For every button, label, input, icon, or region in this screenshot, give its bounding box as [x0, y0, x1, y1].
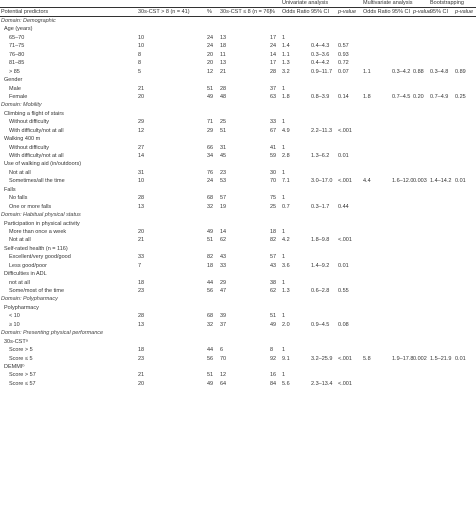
count-gt8: 12 — [138, 127, 145, 134]
pct-gt8: 66 — [207, 144, 214, 151]
table-row — [0, 85, 476, 93]
table-row — [0, 380, 476, 388]
ci-uni: 3.2–25.9 — [311, 355, 333, 362]
count-gt8: 31 — [138, 169, 145, 176]
row-label: > 85 — [9, 68, 20, 75]
count-gt8: 23 — [138, 288, 145, 294]
odds-ratio-multi: 1.8 — [363, 93, 371, 100]
count-le8: 57 — [220, 195, 227, 202]
odds-ratio-uni: 5.6 — [282, 380, 290, 387]
odds-ratio-uni: 1.1 — [282, 51, 290, 58]
odds-ratio-uni: 3.2 — [282, 68, 290, 75]
table-row — [0, 144, 476, 152]
row-label: No falls — [9, 195, 28, 202]
odds-ratio-uni: 1 — [282, 313, 286, 320]
odds-ratio-uni: 1.3 — [282, 60, 290, 67]
odds-ratio-uni: 4.2 — [282, 237, 290, 244]
col-le8: 30s-CST ≤ 8 (n = 76) — [220, 9, 272, 15]
pct-gt8: 51 — [207, 372, 214, 379]
odds-ratio-uni: 1 — [282, 195, 286, 202]
variable-row — [0, 25, 476, 33]
row-label: Without difficulty — [9, 144, 49, 151]
table-body — [0, 17, 476, 388]
row-label: Age (years) — [4, 26, 33, 33]
count-gt8: 13 — [138, 203, 145, 210]
row-label: 65–70 — [9, 34, 25, 41]
table-row — [0, 203, 476, 211]
pct-gt8: 71 — [207, 119, 214, 126]
p-uni: 0.93 — [338, 51, 349, 58]
odds-ratio-multi: 1.1 — [363, 68, 371, 75]
odds-ratio-uni: 1 — [282, 228, 286, 235]
count-gt8: 10 — [138, 178, 145, 185]
section-row — [0, 101, 476, 109]
ci-uni: 1.3–6.2 — [311, 153, 330, 159]
table-row — [0, 169, 476, 177]
header-column-row — [0, 7, 476, 17]
ci-multi: 1.9–17.8 — [392, 355, 414, 362]
row-label: Score ≤ 5 — [9, 355, 33, 362]
row-label: 30s-CSTᵃ — [4, 338, 28, 345]
count-le8: 19 — [220, 203, 227, 210]
count-le8: 51 — [220, 127, 227, 134]
table-row — [0, 51, 476, 59]
pct-gt8: 44 — [207, 347, 214, 354]
section-row — [0, 329, 476, 337]
pct-le8: 14 — [270, 51, 277, 58]
row-label: Score > 5 — [9, 347, 33, 354]
p-uni: <.001 — [338, 355, 352, 362]
p-boot: 0.89 — [455, 68, 466, 75]
p-uni: 0.55 — [338, 288, 349, 294]
odds-ratio-uni: 3.6 — [282, 262, 290, 269]
ci-uni: 0.3–3.6 — [311, 51, 330, 58]
table-row — [0, 312, 476, 320]
count-le8: 13 — [220, 34, 227, 41]
odds-ratio-uni: 1 — [282, 279, 286, 286]
row-label: Falls — [4, 186, 16, 193]
row-label: Walking 400 m — [4, 136, 41, 143]
ci-boot: 0.3–4.8 — [430, 68, 449, 75]
pct-gt8: 12 — [207, 68, 214, 75]
odds-ratio-multi: 4.4 — [363, 178, 371, 185]
table-row — [0, 93, 476, 101]
pct-gt8: 29 — [207, 127, 214, 134]
section-row — [0, 17, 476, 25]
row-label: Gender — [4, 77, 23, 84]
p-uni: 0.57 — [338, 43, 349, 50]
col-or2: Odds Ratio — [363, 9, 391, 15]
odds-ratio-uni: 1 — [282, 169, 286, 176]
pct-gt8: 68 — [207, 313, 214, 320]
univariate-header: Univariate analysis — [282, 0, 329, 6]
p-multi: 0.003 — [413, 178, 427, 185]
row-label: Male — [9, 85, 21, 92]
table-row — [0, 42, 476, 50]
pct-gt8: 49 — [207, 380, 214, 387]
odds-ratio-uni: 4.9 — [282, 127, 290, 134]
count-gt8: 21 — [138, 85, 145, 92]
count-gt8: 29 — [138, 119, 145, 126]
count-gt8: 18 — [138, 347, 145, 354]
pct-le8: 30 — [270, 169, 277, 176]
pct-le8: 37 — [270, 85, 277, 92]
pct-le8: 25 — [270, 203, 277, 210]
row-label: DEMMIᵇ — [4, 363, 25, 370]
section-label: Domain: Demographic — [1, 18, 56, 24]
pct-gt8: 76 — [207, 169, 214, 176]
count-le8: 39 — [220, 313, 227, 320]
odds-ratio-uni: 1 — [282, 372, 286, 379]
pct-gt8: 24 — [207, 34, 214, 41]
p-uni: 0.07 — [338, 68, 349, 75]
count-gt8: 21 — [138, 237, 145, 244]
pct-gt8: 49 — [207, 93, 214, 100]
p-uni: 0.01 — [338, 153, 349, 159]
table-row — [0, 177, 476, 185]
row-label: With difficulty/not at all — [9, 127, 64, 134]
row-label: Self-rated health (n = 116) — [4, 245, 68, 252]
pct-gt8: 49 — [207, 228, 214, 235]
row-label: Score > 57 — [9, 372, 36, 379]
ci-uni: 1.4–9.2 — [311, 262, 330, 269]
p-uni: 0.14 — [338, 93, 349, 100]
table-row — [0, 346, 476, 354]
bootstrapping-header: Bootstrapping — [430, 0, 464, 6]
row-label: ≥ 10 — [9, 321, 20, 328]
pct-le8: 63 — [270, 93, 277, 100]
count-gt8: 8 — [138, 51, 142, 58]
header-group-row — [0, 0, 476, 7]
row-label: Not at all — [9, 169, 31, 176]
table-row — [0, 321, 476, 329]
count-gt8: 27 — [138, 144, 145, 151]
count-gt8: 7 — [138, 262, 142, 269]
odds-ratio-uni: 1.8 — [282, 93, 290, 100]
table-row — [0, 287, 476, 295]
count-le8: 31 — [220, 144, 227, 151]
p-boot: 0.01 — [455, 178, 466, 185]
count-le8: 13 — [220, 60, 227, 67]
pct-le8: 62 — [270, 288, 277, 294]
pct-gt8: 56 — [207, 355, 214, 362]
variable-row — [0, 363, 476, 371]
variable-row — [0, 76, 476, 84]
count-gt8: 13 — [138, 321, 145, 328]
count-le8: 48 — [220, 93, 227, 100]
odds-ratio-uni: 1 — [282, 119, 286, 126]
table-row — [0, 194, 476, 202]
count-gt8: 20 — [138, 93, 145, 100]
ci-uni: 0.4–4.3 — [311, 43, 330, 50]
ci-boot: 1.4–14.2 — [430, 178, 452, 185]
row-label: 76–80 — [9, 51, 25, 58]
variable-row — [0, 135, 476, 143]
pct-le8: 38 — [270, 279, 277, 286]
p-boot: 0.01 — [455, 355, 466, 362]
count-le8: 53 — [220, 178, 227, 185]
pct-gt8: 51 — [207, 85, 214, 92]
count-gt8: 23 — [138, 355, 145, 362]
count-gt8: 5 — [138, 68, 142, 75]
section-row — [0, 211, 476, 219]
row-label: Difficulties in ADL — [4, 271, 47, 278]
pct-le8: 49 — [270, 321, 277, 328]
p-uni: 0.01 — [338, 262, 349, 269]
table-row — [0, 118, 476, 126]
pct-gt8: 32 — [207, 203, 214, 210]
pct-le8: 16 — [270, 372, 277, 379]
pct-le8: 33 — [270, 119, 277, 126]
row-label: < 10 — [9, 313, 20, 320]
count-gt8: 8 — [138, 60, 142, 67]
odds-ratio-uni: 1 — [282, 254, 286, 261]
row-label: Participation in physical activity — [4, 220, 80, 227]
col-pct2: % — [270, 9, 275, 15]
p-uni: 0.44 — [338, 203, 349, 210]
pct-le8: 67 — [270, 127, 277, 134]
count-gt8: 14 — [138, 153, 145, 159]
table-row — [0, 59, 476, 67]
pct-le8: 18 — [270, 228, 277, 235]
ci-uni: 0.6–2.8 — [311, 288, 330, 294]
variable-row — [0, 160, 476, 168]
pct-le8: 84 — [270, 380, 277, 387]
variable-row — [0, 338, 476, 346]
pct-le8: 28 — [270, 68, 277, 75]
odds-ratio-uni: 2.8 — [282, 153, 290, 159]
row-label: Polypharmacy — [4, 304, 39, 311]
table-row — [0, 152, 476, 160]
ci-uni: 3.0–17.0 — [311, 178, 333, 185]
pct-le8: 8 — [270, 347, 274, 354]
table-row — [0, 262, 476, 270]
col-p2: p-value — [413, 9, 432, 15]
variable-row — [0, 186, 476, 194]
pct-gt8: 68 — [207, 195, 214, 202]
col-ci3: 95% CI — [430, 9, 449, 15]
pct-le8: 51 — [270, 313, 277, 320]
count-le8: 43 — [220, 254, 227, 261]
pct-gt8: 20 — [207, 60, 214, 67]
odds-ratio-uni: 7.1 — [282, 178, 290, 185]
p-multi: 0.002 — [413, 355, 427, 362]
row-label: Without difficulty — [9, 119, 49, 126]
odds-ratio-uni: 1 — [282, 85, 286, 92]
ci-uni: 0.3–1.7 — [311, 203, 330, 210]
row-label: Score ≤ 57 — [9, 380, 36, 387]
p-multi: 0.20 — [413, 93, 424, 100]
count-gt8: 20 — [138, 380, 145, 387]
pct-gt8: 32 — [207, 321, 214, 328]
count-le8: 28 — [220, 85, 227, 92]
count-le8: 21 — [220, 68, 227, 75]
odds-ratio-uni: 2.0 — [282, 321, 290, 328]
ci-uni: 0.4–4.2 — [311, 60, 330, 67]
row-label: 71–75 — [9, 43, 25, 50]
row-label: 81–85 — [9, 60, 25, 67]
odds-ratio-uni: 1 — [282, 347, 286, 354]
variable-row — [0, 220, 476, 228]
row-label: not at all — [9, 279, 30, 286]
ci-boot: 0.7–4.9 — [430, 93, 449, 100]
row-label: One or more falls — [9, 203, 52, 210]
pct-le8: 82 — [270, 237, 277, 244]
ci-uni: 1.8–9.8 — [311, 237, 330, 244]
ci-multi: 1.6–12.0 — [392, 178, 414, 185]
pct-le8: 43 — [270, 262, 277, 269]
multivariate-header: Multivariate analysis — [363, 0, 413, 6]
col-predictors: Potential predictors — [1, 9, 49, 15]
row-label: Climbing a flight of stairs — [4, 110, 64, 117]
table-row — [0, 236, 476, 244]
table-row — [0, 34, 476, 42]
count-le8: 64 — [220, 380, 227, 387]
col-gt8: 30s-CST > 8 (n = 41) — [138, 9, 190, 15]
pct-gt8: 82 — [207, 254, 214, 261]
row-label: Not at all — [9, 237, 31, 244]
section-label: Domain: Mobility — [1, 102, 42, 109]
ci-boot: 1.5–21.9 — [430, 355, 452, 362]
count-le8: 37 — [220, 321, 227, 328]
count-le8: 47 — [220, 288, 227, 294]
odds-ratio-uni: 9.1 — [282, 355, 290, 362]
pct-le8: 75 — [270, 195, 277, 202]
count-le8: 14 — [220, 228, 227, 235]
count-le8: 18 — [220, 43, 227, 50]
row-label: More than once a week — [9, 228, 67, 235]
row-label: Use of walking aid (in/outdoors) — [4, 161, 82, 168]
pct-gt8: 20 — [207, 51, 214, 58]
count-gt8: 10 — [138, 34, 145, 41]
row-label: Some/most of the time — [9, 288, 65, 294]
count-gt8: 33 — [138, 254, 145, 261]
ci-multi: 0.3–4.2 — [392, 68, 411, 75]
pct-gt8: 56 — [207, 288, 214, 294]
count-gt8: 28 — [138, 195, 145, 202]
table-row — [0, 68, 476, 76]
col-pct1: % — [207, 9, 212, 15]
table-row — [0, 371, 476, 379]
odds-ratio-multi: 5.8 — [363, 355, 371, 362]
variable-row — [0, 245, 476, 253]
variable-row — [0, 304, 476, 312]
table-row — [0, 355, 476, 363]
count-le8: 25 — [220, 119, 227, 126]
count-le8: 62 — [220, 237, 227, 244]
ci-uni: 0.9–11.7 — [311, 68, 333, 75]
odds-ratio-uni: 1 — [282, 144, 286, 151]
count-le8: 12 — [220, 372, 227, 379]
count-le8: 23 — [220, 169, 227, 176]
p-uni: <.001 — [338, 127, 352, 134]
row-label: With difficulty/not at all — [9, 153, 64, 159]
count-gt8: 21 — [138, 372, 145, 379]
ci-multi: 0.7–4.5 — [392, 93, 411, 100]
p-multi: 0.88 — [413, 68, 424, 75]
count-le8: 45 — [220, 153, 227, 159]
count-le8: 70 — [220, 355, 227, 362]
pct-le8: 17 — [270, 60, 277, 67]
pct-gt8: 24 — [207, 178, 214, 185]
pct-gt8: 24 — [207, 43, 214, 50]
p-uni: <.001 — [338, 380, 352, 387]
ci-uni: 2.2–11.3 — [311, 127, 333, 134]
p-boot: 0.25 — [455, 93, 466, 100]
row-label: Less good/poor — [9, 262, 47, 269]
row-label: Female — [9, 93, 28, 100]
p-uni: 0.72 — [338, 60, 349, 67]
table-row — [0, 228, 476, 236]
p-uni: 0.08 — [338, 321, 349, 328]
pct-gt8: 34 — [207, 153, 214, 159]
pct-le8: 57 — [270, 254, 277, 261]
section-row — [0, 295, 476, 303]
count-gt8: 18 — [138, 279, 145, 286]
pct-gt8: 44 — [207, 279, 214, 286]
col-ci1: 95% CI — [311, 9, 330, 15]
pct-le8: 17 — [270, 34, 277, 41]
col-ci2: 95% CI — [392, 9, 411, 15]
section-label: Domain: Presenting physical performance — [1, 330, 104, 337]
col-or1: Odds Ratio — [282, 9, 310, 15]
table-row — [0, 127, 476, 135]
pct-gt8: 51 — [207, 237, 214, 244]
variable-row — [0, 270, 476, 278]
table-row — [0, 253, 476, 261]
table-row — [0, 279, 476, 287]
col-p1: p-value — [338, 9, 357, 15]
pct-le8: 41 — [270, 144, 277, 151]
p-uni: <.001 — [338, 237, 352, 244]
pct-le8: 59 — [270, 153, 277, 159]
count-gt8: 20 — [138, 228, 145, 235]
section-label: Domain: Polypharmacy — [1, 296, 58, 303]
count-gt8: 28 — [138, 313, 145, 320]
count-gt8: 10 — [138, 43, 145, 50]
odds-ratio-uni: 0.7 — [282, 203, 290, 210]
row-label: Sometimes/all the time — [9, 178, 65, 185]
odds-ratio-uni: 1 — [282, 34, 286, 41]
ci-uni: 0.9–4.5 — [311, 321, 330, 328]
pct-gt8: 18 — [207, 262, 214, 269]
p-uni: <.001 — [338, 178, 352, 185]
pct-le8: 92 — [270, 355, 277, 362]
count-le8: 33 — [220, 262, 227, 269]
count-le8: 11 — [220, 51, 226, 58]
odds-ratio-uni: 1.3 — [282, 288, 290, 294]
col-p3: p-value — [455, 9, 474, 15]
odds-ratio-uni: 1.4 — [282, 43, 290, 50]
row-label: Excellent/very good/good — [9, 254, 71, 261]
pct-le8: 70 — [270, 178, 277, 185]
ci-uni: 2.3–13.4 — [311, 380, 333, 387]
count-le8: 6 — [220, 347, 224, 354]
variable-row — [0, 110, 476, 118]
ci-uni: 0.8–3.9 — [311, 93, 330, 100]
pct-le8: 24 — [270, 43, 277, 50]
count-le8: 29 — [220, 279, 227, 286]
section-label: Domain: Habitual physical status — [1, 212, 81, 219]
